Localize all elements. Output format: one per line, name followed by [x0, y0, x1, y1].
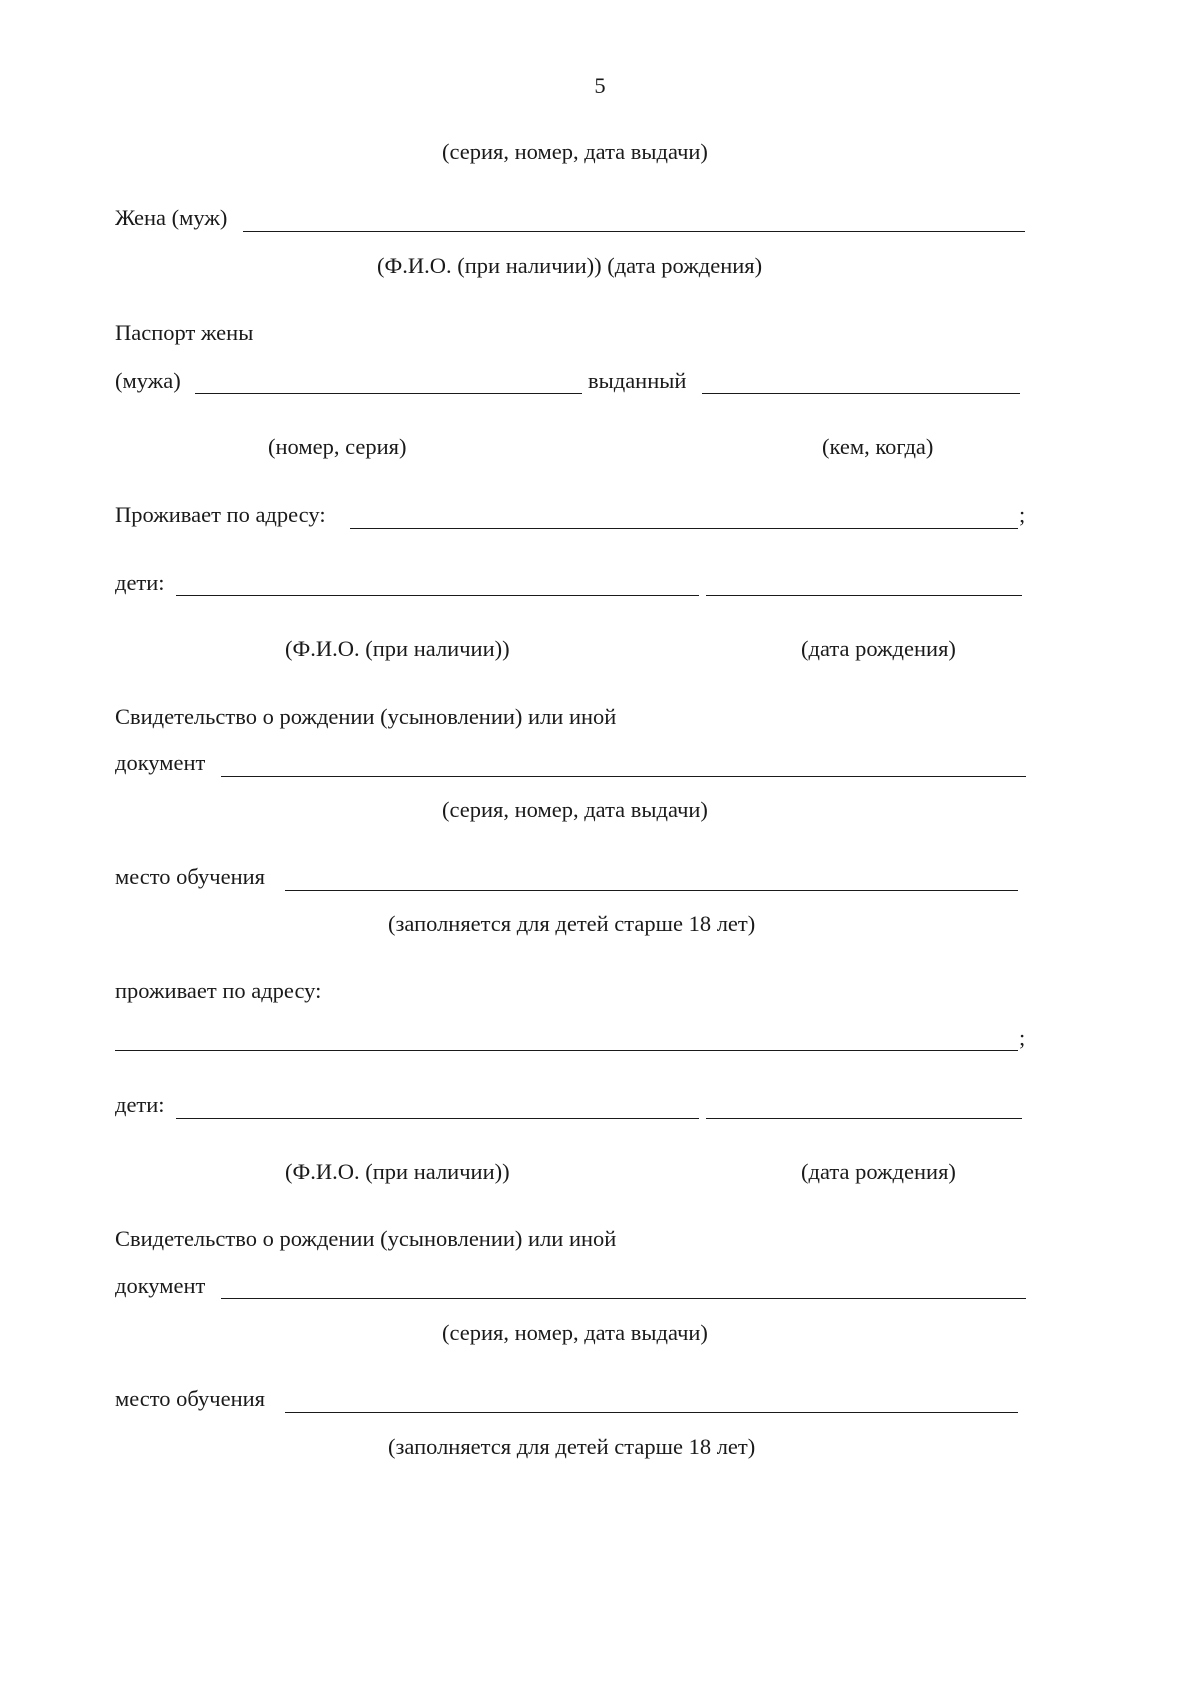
children-2-study-label: место обучения	[115, 1386, 266, 1411]
children-1-study-caption: (заполняется для детей старше 18 лет)	[388, 911, 756, 936]
address-label: Проживает по адресу:	[115, 502, 326, 527]
children-1-cert-field-line[interactable]	[221, 776, 1026, 777]
children-2-caption-name: (Ф.И.О. (при наличии))	[285, 1159, 510, 1184]
children-1-name-field-line[interactable]	[176, 595, 699, 596]
caption-issue-top: (серия, номер, дата выдачи)	[442, 139, 708, 164]
children-1-birth-field-line[interactable]	[706, 595, 1022, 596]
children-1-study-label: место обучения	[115, 864, 266, 889]
passport-issued-label: выданный	[588, 368, 687, 393]
children-1-caption-name: (Ф.И.О. (при наличии))	[285, 636, 510, 661]
children-1-cert-label-line2: документ	[115, 750, 206, 775]
children-1-caption-birth: (дата рождения)	[801, 636, 956, 661]
passport-label-line2: (мужа)	[115, 368, 181, 393]
passport-label-line1: Паспорт жены	[115, 320, 254, 345]
children-2-cert-field-line[interactable]	[221, 1298, 1026, 1299]
passport-caption-number: (номер, серия)	[268, 434, 407, 459]
children-1-address-end: ;	[1019, 1025, 1026, 1050]
children-2-study-field-line[interactable]	[285, 1412, 1018, 1413]
address-end: ;	[1019, 502, 1026, 527]
children-2-birth-field-line[interactable]	[706, 1118, 1022, 1119]
children-2-study-caption: (заполняется для детей старше 18 лет)	[388, 1434, 756, 1459]
children-2-label: дети:	[115, 1092, 165, 1117]
spouse-field-line[interactable]	[243, 231, 1025, 232]
spouse-caption: (Ф.И.О. (при наличии)) (дата рождения)	[377, 253, 763, 278]
children-2-cert-label-line2: документ	[115, 1273, 206, 1298]
children-2-caption-birth: (дата рождения)	[801, 1159, 956, 1184]
children-2-cert-label-line1: Свидетельство о рождении (усыновлении) или иной	[115, 1226, 617, 1251]
page-number: 5	[594, 73, 606, 98]
children-2-cert-caption: (серия, номер, дата выдачи)	[442, 1320, 708, 1345]
children-1-address-label: проживает по адресу:	[115, 978, 322, 1003]
children-1-label: дети:	[115, 570, 165, 595]
children-1-cert-label-line1: Свидетельство о рождении (усыновлении) или иной	[115, 704, 617, 729]
passport-number-field-line[interactable]	[195, 393, 582, 394]
address-field-line[interactable]	[350, 528, 1018, 529]
passport-issued-field-line[interactable]	[702, 393, 1020, 394]
children-1-address-field-line[interactable]	[115, 1050, 1018, 1051]
children-2-name-field-line[interactable]	[176, 1118, 699, 1119]
children-1-study-field-line[interactable]	[285, 890, 1018, 891]
children-1-cert-caption: (серия, номер, дата выдачи)	[442, 797, 708, 822]
spouse-label: Жена (муж)	[115, 205, 228, 230]
passport-caption-issued: (кем, когда)	[822, 434, 934, 459]
